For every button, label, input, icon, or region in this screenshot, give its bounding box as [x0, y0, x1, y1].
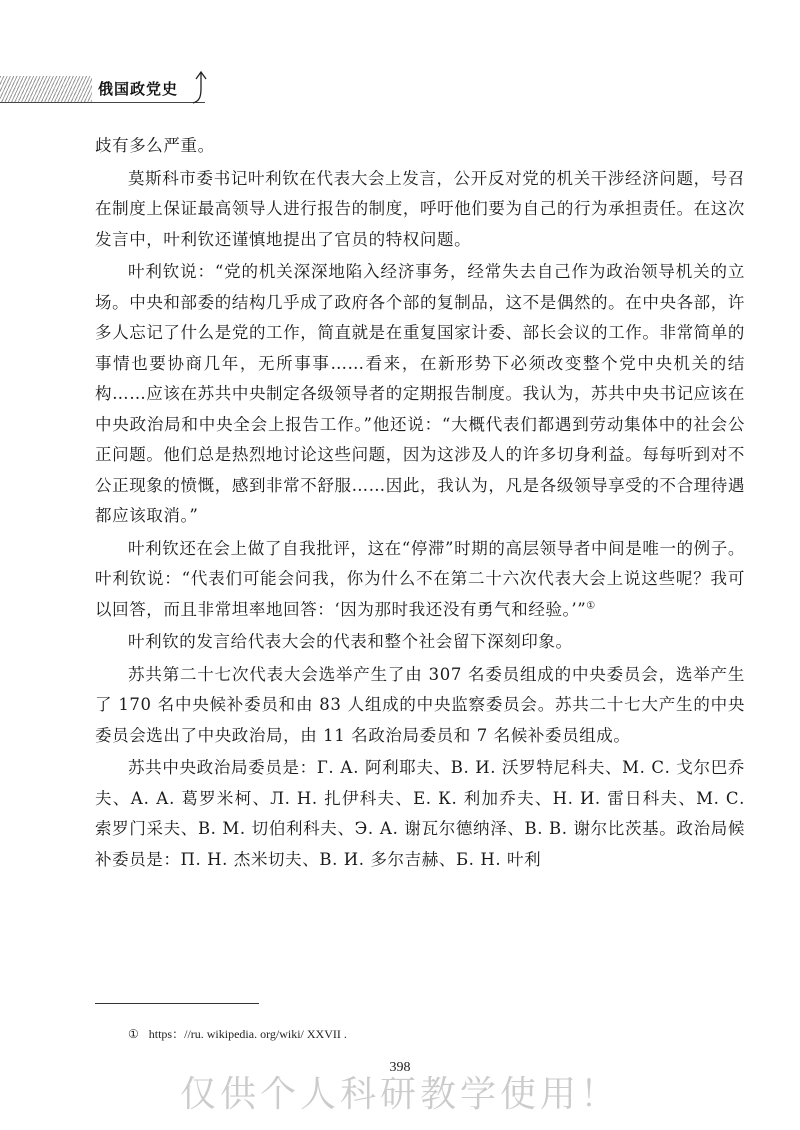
- footnote: [128, 1025, 347, 1042]
- paragraph-1: 歧有多么严重。: [95, 136, 215, 155]
- header-rule: [0, 102, 205, 103]
- paragraph-4-text: 叶利钦还在会上做了自我批评，这在“停滞”时期的高层领导者中间是唯一的例子。叶利钦说：“代表们可能会问我，你为什么不在第二十六次代表大会上说这些呢？我可以回答，而且非常坦率地回答：‘因为那时我还没有勇气和经验。’”: [95, 538, 745, 619]
- header-hatch-decoration: [0, 76, 92, 102]
- running-header-title: 俄国政党史: [98, 80, 179, 98]
- paragraph-3: 叶利钦说：“党的机关深深地陷入经济事务，经常失去自己作为政治领导机关的立场。中央和部委的结构几乎成了政府各个部的复制品，这不是偶然的。在中央各部，许多人忘记了什么是党的工作，简直就是在重复国家计委、部长会议的工作。非常简单的事情也要协商几年，无所事事……看来，在新形势下必须改变整个党中央机关的结构……应该在苏共中央制定各级领导者的定期报告制度。我认为，苏共中央书记应该在中央政治局和中央全会上报告工作。”他还说：“大概代表们都遇到劳动集体中的社会公正问题。他们总是热烈地讨论这些问题，因为这涉及人的许多切身利益。每每听到对不公正现象的愤慨，感到非常不舒服……因此，我认为，凡是各级领导享受的不合理待遇都应该取消。”: [95, 262, 745, 525]
- paragraph-5: 叶利钦的发言给代表大会的代表和整个社会留下深刻印象。: [128, 632, 573, 651]
- paragraph-6: 苏共第二十七次代表大会选举产生了由 307 名委员组成的中央委员会，选举产生了 170 名中央候补委员和由 83 人组成的中央监察委员会。苏共二十七大产生的中央委员会选出了中央政治局，由 11 名政治局委员和 7 名候补委员组成。: [95, 664, 745, 745]
- footnote-link[interactable]: https：//ru. wikipedia. org/wiki/ XXVII .: [148, 1027, 347, 1041]
- arrow-up-icon: [190, 70, 212, 106]
- footnote-rule: [95, 1003, 259, 1004]
- paragraph-4: [95, 534, 745, 626]
- footnote-number: ①: [128, 1027, 139, 1041]
- paragraph-2: 莫斯科市委书记叶利钦在代表大会上发言，公开反对党的机关干涉经济问题，号召在制度上保证最高领导人进行报告的制度，呼吁他们要为自己的行为承担责任。在这次发言中，叶利钦还谨慎地提出了官员的特权问题。: [95, 168, 745, 249]
- paragraph-7: 苏共中央政治局委员是：Г. А. 阿利耶夫、В. И. 沃罗特尼科夫、М. С. 戈尔巴乔夫、А. А. 葛罗米柯、Л. Н. 扎伊科夫、Е. К. 利加乔夫、Н. И. 雷日科夫、М. С. 索罗门采夫、В. М. 切伯利科夫、Э. А. 谢瓦尔德纳泽、В. В. 谢尔比茨基。政治局候补委员是：П. Н. 杰米切夫、В. И. 多尔吉赫、Б. Н. 叶利: [95, 758, 745, 869]
- page-number: 398: [389, 1060, 411, 1075]
- main-text: [95, 131, 745, 875]
- watermark: 仅供个人科研教学使用！: [179, 1074, 620, 1115]
- footnote-reference[interactable]: ①: [586, 600, 596, 611]
